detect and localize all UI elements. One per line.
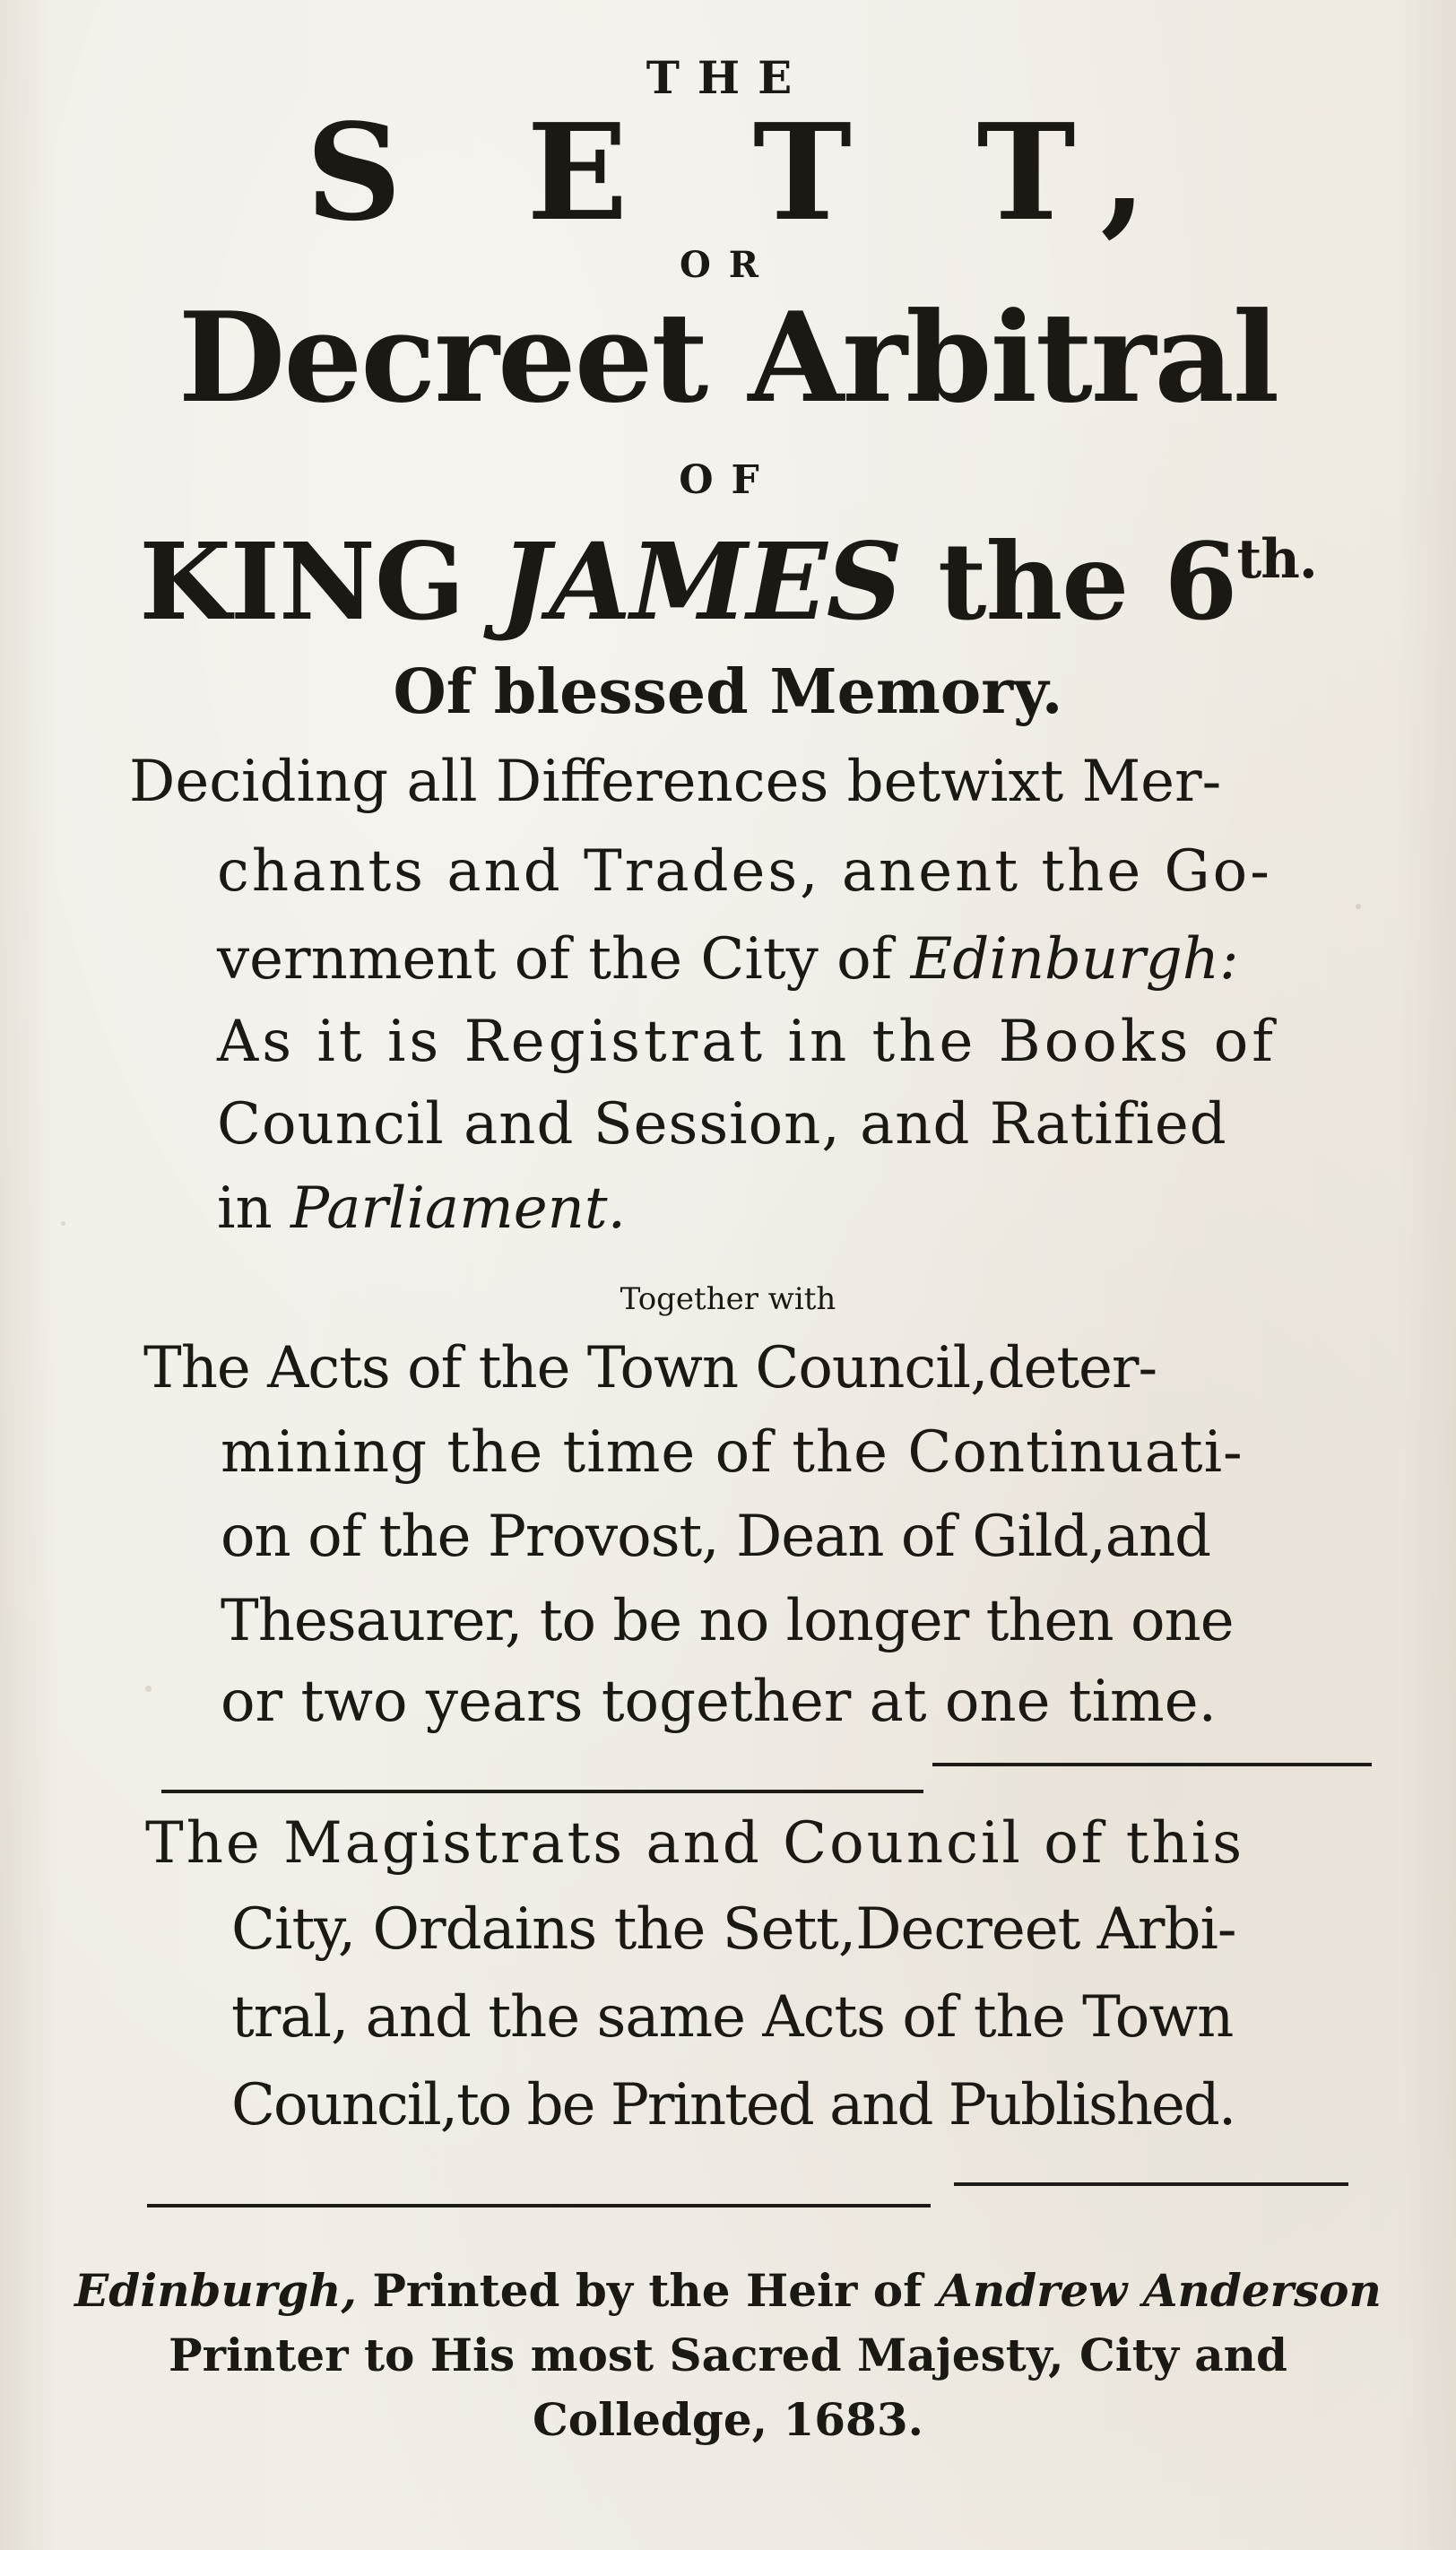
imprint-line-1 [0,2264,1456,2317]
horizontal-rule [954,2182,1348,2186]
horizontal-rule [147,2204,931,2207]
description-line: vernment of the City of [217,926,893,993]
acts-line: mining the time of the Continuati- [221,1419,1244,1486]
horizontal-rule [161,1790,923,1793]
description-city: Edinburgh: [910,926,1239,993]
paper-spot [61,1221,65,1226]
title-decreet-arbitral: Decreet Arbitral [178,284,1278,430]
acts-line: Thesaurer, to be no longer then one [221,1588,1234,1654]
title-sett: S E T T, [306,94,1186,250]
description-line: chants and Trades, anent the Go- [217,838,1272,905]
description-line: in [217,1175,273,1242]
imprint-line-2: Printer to His most Sacred Majesty, City and [169,2329,1287,2381]
ordinance-line: City, Ordains the Sett,Decreet Arbi- [231,1896,1236,1963]
description-parliament: Parliament. [290,1175,626,1242]
imprint-printer: Andrew Anderson [938,2264,1382,2317]
acts-line: on of the Provost, Dean of Gild,and [221,1504,1211,1570]
title-or: OR [679,244,777,286]
description-line: Deciding all Differences betwixt Mer- [129,749,1222,815]
imprint-line-3: Colledge, 1683. [532,2393,924,2446]
title-king-word: KING [139,519,500,644]
paper-spot [1356,904,1361,909]
title-king-the6: the 6 [901,519,1237,644]
description-line-city [217,926,1239,993]
description-line: Council and Session, and Ratified [217,1091,1227,1158]
title-king-name: JAMES [499,519,902,644]
description-line: As it is Registrat in the Books of [217,1009,1277,1075]
imprint-printed-by: Printed by the Heir of [356,2264,939,2317]
ordinance-line: tral, and the same Acts of the Town [231,1984,1234,2051]
horizontal-rule [932,1763,1372,1766]
ordinance-line: Council,to be Printed and Published. [231,2072,1235,2138]
title-king-superscript: th. [1236,528,1317,591]
imprint-city: Edinburgh, [74,2264,357,2317]
title-of: OF [679,457,777,503]
ordinance-line: The Magistrats and Council of this [145,1810,1245,1877]
acts-line: The Acts of the Town Council,deter- [143,1335,1157,1401]
title-memory: Of blessed Memory. [393,656,1063,728]
acts-line: or two years together at one time. [221,1669,1217,1735]
together-with: Together with [620,1281,836,1317]
title-king-james [0,519,1456,644]
title-the: THE [646,51,810,104]
paper-spot [145,1686,152,1692]
description-line-parliament [217,1175,626,1242]
